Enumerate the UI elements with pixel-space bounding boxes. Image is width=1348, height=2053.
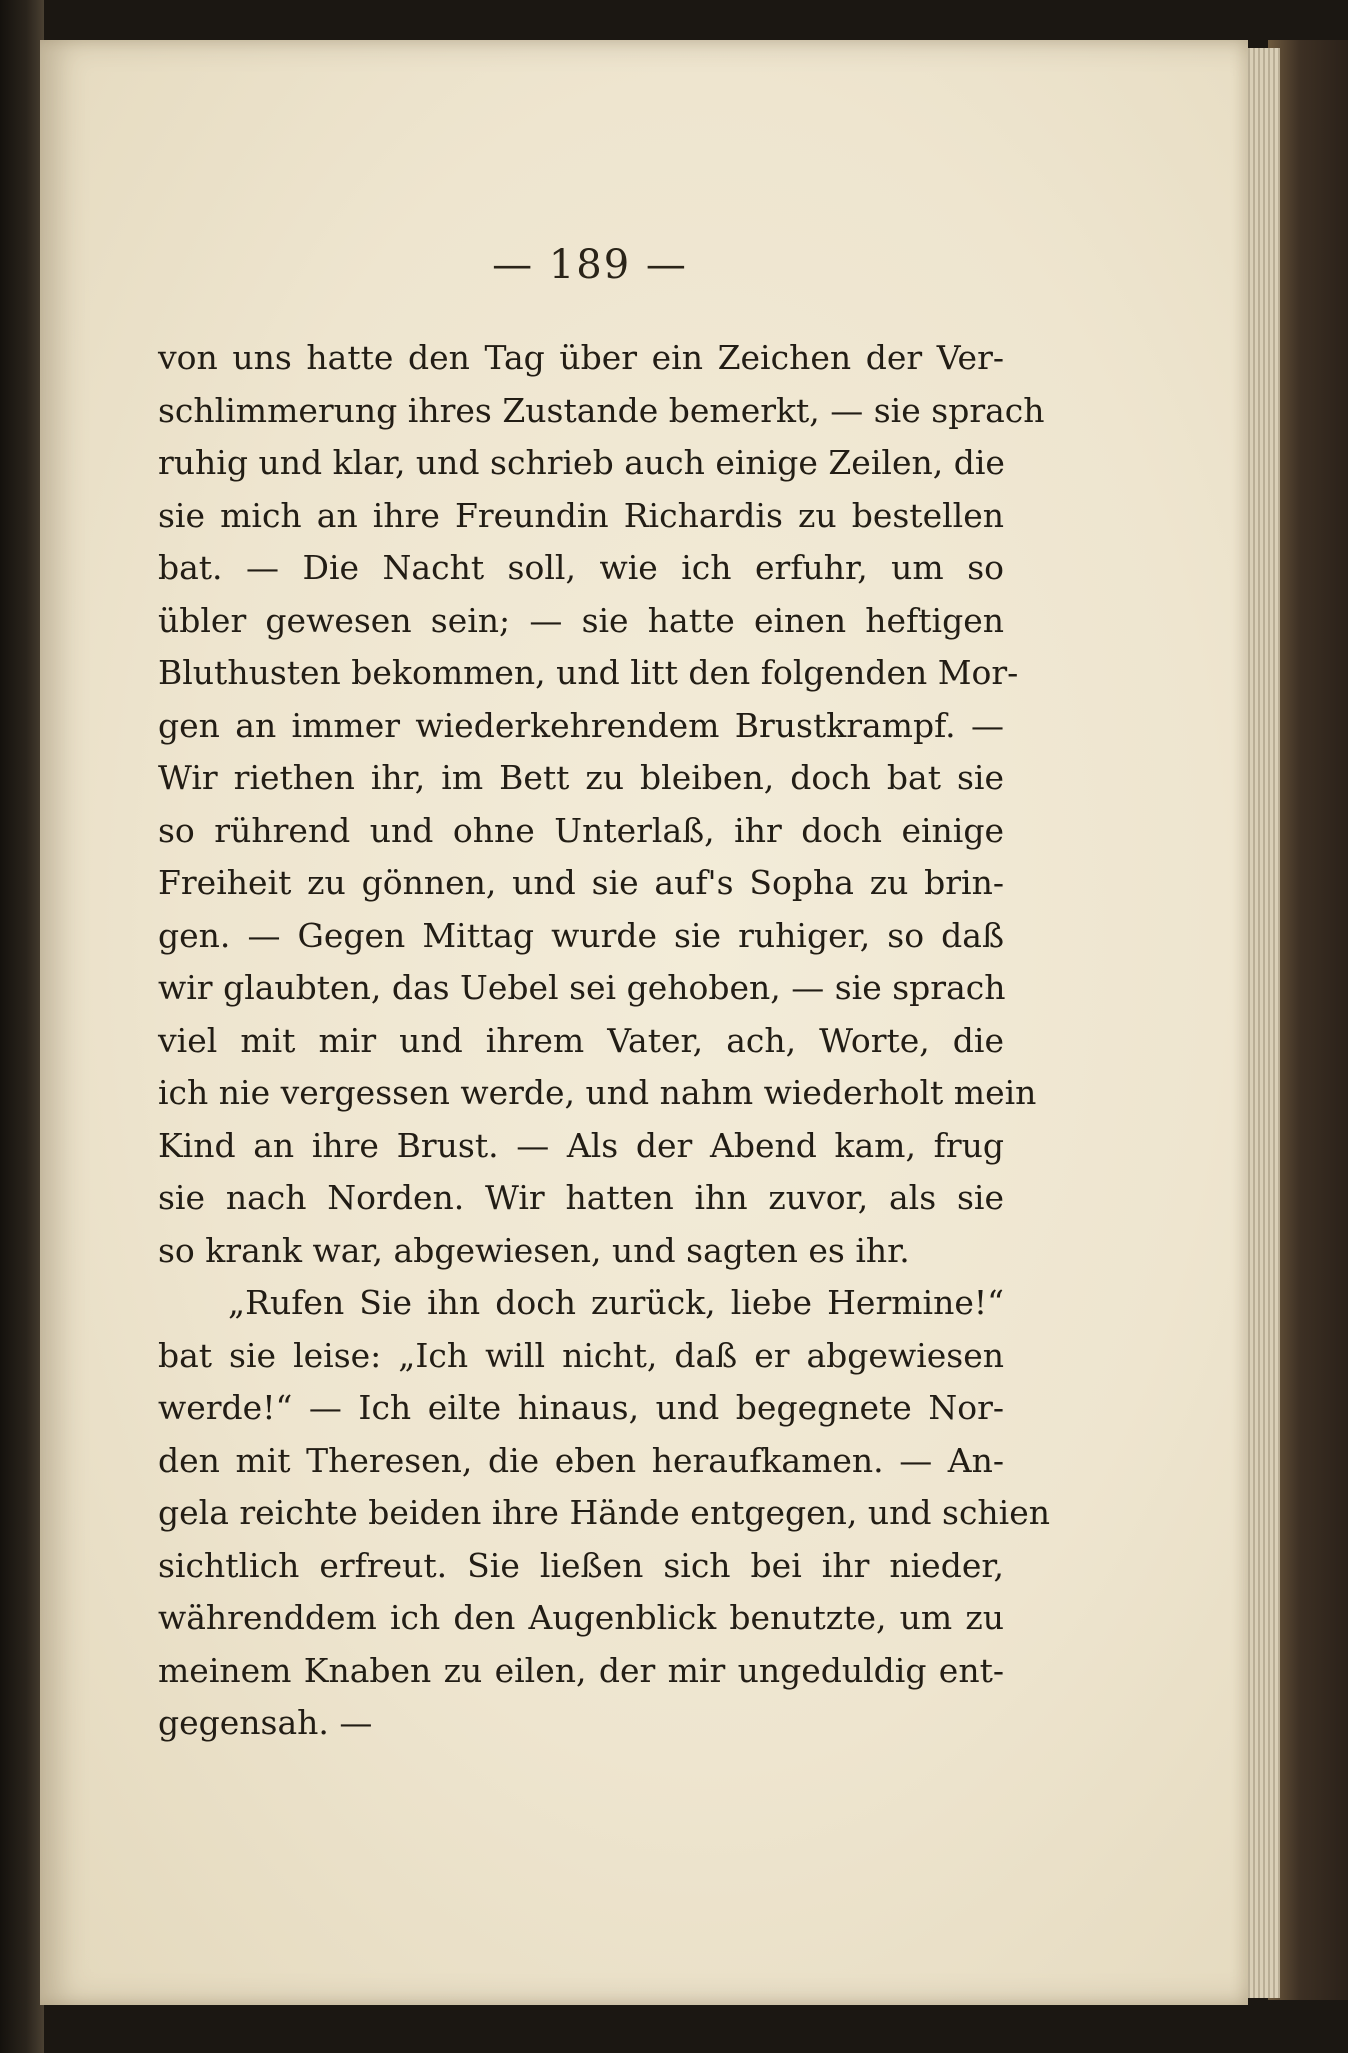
book-cover-left — [0, 0, 44, 2053]
text-line: gen. — Gegen Mittag wurde sie ruhiger, so daß — [158, 915, 1004, 955]
text-line: bat. — Die Nacht soll, wie ich erfuhr, um so — [158, 548, 1004, 587]
text-line: übler gewesen sein; — sie hatte einen heftigen — [158, 600, 1004, 640]
page-number: — 189 — — [492, 242, 688, 288]
text-line: bat sie leise: „Ich will nicht, daß er abgewiesen — [158, 1335, 1004, 1375]
text-line: wir glaubten, das Uebel sei gehoben, — sie sprach — [158, 968, 1006, 1007]
text-line: Bluthusten bekommen, und litt den folgenden Mor- — [158, 653, 1019, 692]
text-line: Wir riethen ihr, im Bett zu bleiben, doch bat sie — [158, 758, 1004, 797]
text-line: Kind an ihre Brust. — Als der Abend kam, frug — [158, 1125, 1004, 1165]
book-page — [40, 40, 1248, 2005]
text-line: „Rufen Sie ihn doch zurück, liebe Hermine!“ — [228, 1283, 1004, 1322]
text-line: gela reichte beiden ihre Hände entgegen, und schien — [158, 1493, 1051, 1532]
text-line: gegensah. — — [158, 1703, 373, 1742]
text-line: sie mich an ihre Freundin Richardis zu bestellen — [158, 495, 1004, 535]
text-line: sie nach Norden. Wir hatten ihn zuvor, als sie — [158, 1178, 1004, 1217]
text-line: sichtlich erfreut. Sie ließen sich bei ihr nieder, — [158, 1545, 1004, 1585]
text-line: schlimmerung ihres Zustande bemerkt, — sie sprach — [158, 390, 1045, 430]
text-line: meinem Knaben zu eilen, der mir ungeduldig ent- — [158, 1650, 1004, 1690]
text-line: von uns hatte den Tag über ein Zeichen der Ver- — [158, 338, 1004, 377]
text-line: ich nie vergessen werde, und nahm wiederholt mein — [158, 1073, 1037, 1112]
text-line: den mit Theresen, die eben heraufkamen. — An- — [158, 1440, 1004, 1480]
body-text — [158, 332, 1051, 1750]
text-line: Freiheit zu gönnen, und sie auf's Sopha zu brin- — [158, 863, 1004, 902]
text-line: werde!“ — Ich eilte hinaus, und begegnete Nor- — [158, 1388, 1004, 1427]
text-line: so krank war, abgewiesen, und sagten es ihr. — [158, 1230, 910, 1270]
book-cover-right — [1268, 40, 1348, 2000]
text-line: währenddem ich den Augenblick benutzte, um zu — [158, 1598, 1004, 1637]
text-line: ruhig und klar, und schrieb auch einige Zeilen, die — [158, 443, 1005, 482]
text-line: so rührend und ohne Unterlaß, ihr doch einige — [158, 810, 1004, 850]
text-line: viel mit mir und ihrem Vater, ach, Worte, die — [158, 1020, 1004, 1060]
text-line: gen an immer wiederkehrendem Brustkrampf. — — [158, 705, 1004, 745]
